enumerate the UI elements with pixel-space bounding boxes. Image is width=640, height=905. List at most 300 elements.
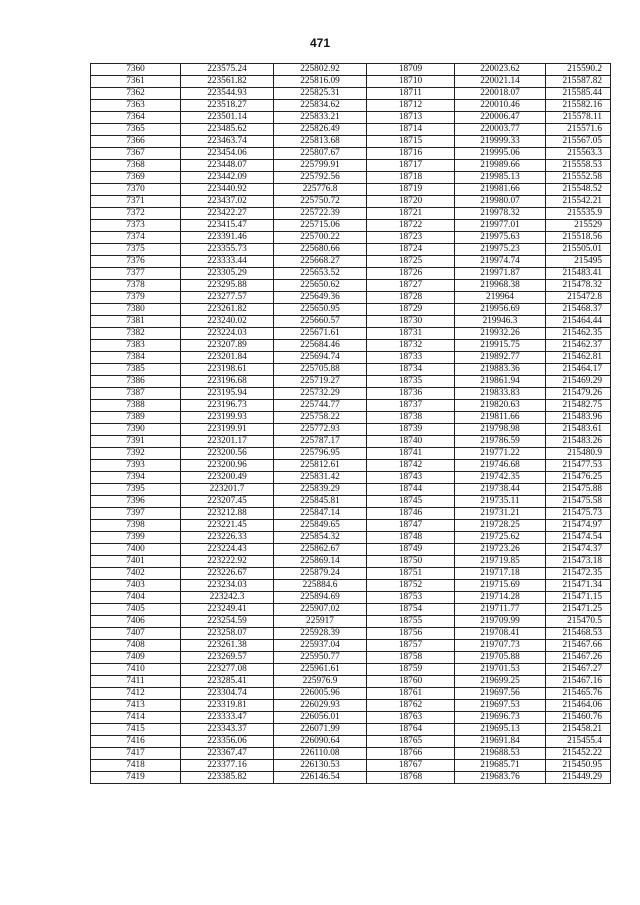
table-row [91, 484, 611, 496]
y-coordinate-b-cell: 215475.73 [546, 508, 611, 520]
point-number-a-cell: 7416 [91, 736, 181, 748]
table-row [91, 316, 611, 328]
y-coordinate-a-cell: 225694.74 [274, 352, 367, 364]
x-coordinate-a-cell: 223356.06 [181, 736, 274, 748]
point-number-a-cell: 7392 [91, 448, 181, 460]
y-coordinate-a-cell: 225961.61 [274, 664, 367, 676]
point-number-a-cell: 7388 [91, 400, 181, 412]
point-number-a-cell: 7386 [91, 376, 181, 388]
point-number-b-cell: 18754 [367, 604, 455, 616]
y-coordinate-a-cell: 226029.93 [274, 700, 367, 712]
y-coordinate-a-cell: 225816.09 [274, 76, 367, 88]
point-number-b-cell: 18717 [367, 160, 455, 172]
y-coordinate-a-cell: 225705.88 [274, 364, 367, 376]
y-coordinate-b-cell: 215552.58 [546, 172, 611, 184]
point-number-a-cell: 7410 [91, 664, 181, 676]
x-coordinate-b-cell: 219688.53 [455, 748, 546, 760]
y-coordinate-a-cell: 225668.27 [274, 256, 367, 268]
table-row [91, 436, 611, 448]
y-coordinate-a-cell: 225799.91 [274, 160, 367, 172]
point-number-b-cell: 18762 [367, 700, 455, 712]
y-coordinate-b-cell: 215567.05 [546, 136, 611, 148]
x-coordinate-b-cell: 219701.53 [455, 664, 546, 676]
y-coordinate-b-cell: 215452.22 [546, 748, 611, 760]
x-coordinate-b-cell: 219742.35 [455, 472, 546, 484]
x-coordinate-a-cell: 223440.92 [181, 184, 274, 196]
point-number-b-cell: 18734 [367, 364, 455, 376]
y-coordinate-b-cell: 215587.82 [546, 76, 611, 88]
x-coordinate-b-cell: 220006.47 [455, 112, 546, 124]
table-row [91, 364, 611, 376]
x-coordinate-b-cell: 219892.77 [455, 352, 546, 364]
x-coordinate-a-cell: 223261.82 [181, 304, 274, 316]
x-coordinate-a-cell: 223501.14 [181, 112, 274, 124]
y-coordinate-a-cell: 225847.14 [274, 508, 367, 520]
y-coordinate-a-cell: 225862.67 [274, 544, 367, 556]
point-number-a-cell: 7376 [91, 256, 181, 268]
y-coordinate-a-cell: 225650.95 [274, 304, 367, 316]
point-number-a-cell: 7373 [91, 220, 181, 232]
point-number-b-cell: 18763 [367, 712, 455, 724]
point-number-b-cell: 18739 [367, 424, 455, 436]
table-row [91, 340, 611, 352]
point-number-a-cell: 7384 [91, 352, 181, 364]
table-row [91, 280, 611, 292]
y-coordinate-b-cell: 215464.17 [546, 364, 611, 376]
point-number-b-cell: 18741 [367, 448, 455, 460]
y-coordinate-a-cell: 225649.36 [274, 292, 367, 304]
point-number-b-cell: 18730 [367, 316, 455, 328]
table-row [91, 352, 611, 364]
x-coordinate-a-cell: 223240.02 [181, 316, 274, 328]
point-number-b-cell: 18742 [367, 460, 455, 472]
point-number-a-cell: 7362 [91, 88, 181, 100]
x-coordinate-b-cell: 219975.23 [455, 244, 546, 256]
point-number-b-cell: 18735 [367, 376, 455, 388]
y-coordinate-b-cell: 215548.52 [546, 184, 611, 196]
x-coordinate-a-cell: 223224.03 [181, 328, 274, 340]
x-coordinate-a-cell: 223222.92 [181, 556, 274, 568]
point-number-b-cell: 18765 [367, 736, 455, 748]
x-coordinate-b-cell: 219956.69 [455, 304, 546, 316]
y-coordinate-a-cell: 226005.96 [274, 688, 367, 700]
table-row [91, 496, 611, 508]
x-coordinate-b-cell: 219932.26 [455, 328, 546, 340]
point-number-a-cell: 7389 [91, 412, 181, 424]
table-row [91, 460, 611, 472]
point-number-b-cell: 18712 [367, 100, 455, 112]
y-coordinate-b-cell: 215483.26 [546, 436, 611, 448]
y-coordinate-a-cell: 225671.61 [274, 328, 367, 340]
table-row [91, 640, 611, 652]
x-coordinate-a-cell: 223304.74 [181, 688, 274, 700]
table-row [91, 244, 611, 256]
y-coordinate-b-cell: 215474.37 [546, 544, 611, 556]
y-coordinate-a-cell: 226110.08 [274, 748, 367, 760]
table-row [91, 724, 611, 736]
y-coordinate-b-cell: 215460.76 [546, 712, 611, 724]
y-coordinate-b-cell: 215468.37 [546, 304, 611, 316]
x-coordinate-b-cell: 220023.62 [455, 64, 546, 76]
x-coordinate-b-cell: 219738.44 [455, 484, 546, 496]
y-coordinate-a-cell: 225684.46 [274, 340, 367, 352]
y-coordinate-a-cell: 225796.95 [274, 448, 367, 460]
point-number-b-cell: 18747 [367, 520, 455, 532]
table-row [91, 604, 611, 616]
y-coordinate-a-cell: 225750.72 [274, 196, 367, 208]
x-coordinate-b-cell: 219725.62 [455, 532, 546, 544]
table-row [91, 412, 611, 424]
page-number: 471 [309, 36, 331, 50]
x-coordinate-a-cell: 223201.7 [181, 484, 274, 496]
x-coordinate-b-cell: 219833.83 [455, 388, 546, 400]
point-number-a-cell: 7397 [91, 508, 181, 520]
table-row [91, 112, 611, 124]
x-coordinate-a-cell: 223196.68 [181, 376, 274, 388]
point-number-a-cell: 7378 [91, 280, 181, 292]
x-coordinate-b-cell: 219968.38 [455, 280, 546, 292]
y-coordinate-a-cell: 225792.56 [274, 172, 367, 184]
y-coordinate-b-cell: 215471.25 [546, 604, 611, 616]
y-coordinate-b-cell: 215483.41 [546, 268, 611, 280]
x-coordinate-a-cell: 223319.81 [181, 700, 274, 712]
point-number-a-cell: 7409 [91, 652, 181, 664]
point-number-b-cell: 18736 [367, 388, 455, 400]
y-coordinate-b-cell: 215505.01 [546, 244, 611, 256]
point-number-a-cell: 7405 [91, 604, 181, 616]
y-coordinate-a-cell: 225917 [274, 616, 367, 628]
x-coordinate-a-cell: 223221.45 [181, 520, 274, 532]
x-coordinate-a-cell: 223295.88 [181, 280, 274, 292]
x-coordinate-b-cell: 219695.13 [455, 724, 546, 736]
y-coordinate-a-cell: 225826.49 [274, 124, 367, 136]
x-coordinate-a-cell: 223377.16 [181, 760, 274, 772]
y-coordinate-a-cell: 225732.29 [274, 388, 367, 400]
point-number-b-cell: 18743 [367, 472, 455, 484]
y-coordinate-b-cell: 215590.2 [546, 64, 611, 76]
point-number-a-cell: 7400 [91, 544, 181, 556]
point-number-a-cell: 7360 [91, 64, 181, 76]
x-coordinate-a-cell: 223448.07 [181, 160, 274, 172]
y-coordinate-b-cell: 215464.44 [546, 316, 611, 328]
point-number-a-cell: 7413 [91, 700, 181, 712]
y-coordinate-a-cell: 225894.69 [274, 592, 367, 604]
point-number-b-cell: 18749 [367, 544, 455, 556]
point-number-b-cell: 18737 [367, 400, 455, 412]
x-coordinate-b-cell: 219995.06 [455, 148, 546, 160]
point-number-b-cell: 18748 [367, 532, 455, 544]
point-number-a-cell: 7391 [91, 436, 181, 448]
y-coordinate-b-cell: 215472.35 [546, 568, 611, 580]
x-coordinate-b-cell: 219883.36 [455, 364, 546, 376]
x-coordinate-a-cell: 223199.91 [181, 424, 274, 436]
point-number-b-cell: 18718 [367, 172, 455, 184]
point-number-b-cell: 18713 [367, 112, 455, 124]
x-coordinate-b-cell: 219697.56 [455, 688, 546, 700]
x-coordinate-b-cell: 220021.14 [455, 76, 546, 88]
point-number-b-cell: 18766 [367, 748, 455, 760]
point-number-b-cell: 18726 [367, 268, 455, 280]
table-row [91, 100, 611, 112]
x-coordinate-b-cell: 219697.53 [455, 700, 546, 712]
x-coordinate-a-cell: 223200.96 [181, 460, 274, 472]
y-coordinate-b-cell: 215483.96 [546, 412, 611, 424]
point-number-b-cell: 18740 [367, 436, 455, 448]
x-coordinate-b-cell: 219786.59 [455, 436, 546, 448]
x-coordinate-b-cell: 219771.22 [455, 448, 546, 460]
point-number-a-cell: 7364 [91, 112, 181, 124]
y-coordinate-b-cell: 215474.54 [546, 532, 611, 544]
y-coordinate-a-cell: 225722.39 [274, 208, 367, 220]
x-coordinate-a-cell: 223200.49 [181, 472, 274, 484]
point-number-a-cell: 7411 [91, 676, 181, 688]
point-number-b-cell: 18753 [367, 592, 455, 604]
x-coordinate-a-cell: 223422.27 [181, 208, 274, 220]
point-number-a-cell: 7399 [91, 532, 181, 544]
y-coordinate-b-cell: 215471.34 [546, 580, 611, 592]
table-row [91, 184, 611, 196]
point-number-a-cell: 7414 [91, 712, 181, 724]
y-coordinate-b-cell: 215471.15 [546, 592, 611, 604]
x-coordinate-a-cell: 223415.47 [181, 220, 274, 232]
y-coordinate-a-cell: 225831.42 [274, 472, 367, 484]
point-number-a-cell: 7379 [91, 292, 181, 304]
table-row [91, 772, 611, 784]
table-row [91, 532, 611, 544]
point-number-a-cell: 7380 [91, 304, 181, 316]
point-number-b-cell: 18720 [367, 196, 455, 208]
x-coordinate-a-cell: 223200.56 [181, 448, 274, 460]
point-number-a-cell: 7367 [91, 148, 181, 160]
point-number-b-cell: 18729 [367, 304, 455, 316]
point-number-b-cell: 18728 [367, 292, 455, 304]
x-coordinate-a-cell: 223249.41 [181, 604, 274, 616]
x-coordinate-a-cell: 223224.43 [181, 544, 274, 556]
table-row [91, 580, 611, 592]
point-number-a-cell: 7369 [91, 172, 181, 184]
table-row [91, 256, 611, 268]
x-coordinate-b-cell: 219971.87 [455, 268, 546, 280]
x-coordinate-a-cell: 223254.59 [181, 616, 274, 628]
y-coordinate-b-cell: 215467.66 [546, 640, 611, 652]
x-coordinate-b-cell: 219811.66 [455, 412, 546, 424]
x-coordinate-b-cell: 219728.25 [455, 520, 546, 532]
table-row [91, 568, 611, 580]
point-number-a-cell: 7395 [91, 484, 181, 496]
y-coordinate-a-cell: 225772.93 [274, 424, 367, 436]
y-coordinate-b-cell: 215535.9 [546, 208, 611, 220]
y-coordinate-a-cell: 225928.39 [274, 628, 367, 640]
x-coordinate-b-cell: 219711.77 [455, 604, 546, 616]
point-number-a-cell: 7403 [91, 580, 181, 592]
table-row [91, 136, 611, 148]
table-row [91, 700, 611, 712]
x-coordinate-a-cell: 223226.67 [181, 568, 274, 580]
point-number-b-cell: 18761 [367, 688, 455, 700]
x-coordinate-a-cell: 223485.62 [181, 124, 274, 136]
y-coordinate-a-cell: 225950.77 [274, 652, 367, 664]
x-coordinate-b-cell: 219696.73 [455, 712, 546, 724]
y-coordinate-b-cell: 215477.53 [546, 460, 611, 472]
y-coordinate-b-cell: 215465.76 [546, 688, 611, 700]
table-row [91, 424, 611, 436]
table-row [91, 232, 611, 244]
y-coordinate-b-cell: 215468.53 [546, 628, 611, 640]
x-coordinate-a-cell: 223391.46 [181, 232, 274, 244]
point-number-b-cell: 18758 [367, 652, 455, 664]
y-coordinate-b-cell: 215470.5 [546, 616, 611, 628]
table-row [91, 208, 611, 220]
point-number-a-cell: 7382 [91, 328, 181, 340]
y-coordinate-b-cell: 215475.58 [546, 496, 611, 508]
y-coordinate-a-cell: 225907.02 [274, 604, 367, 616]
x-coordinate-b-cell: 219975.63 [455, 232, 546, 244]
point-number-b-cell: 18732 [367, 340, 455, 352]
y-coordinate-a-cell: 225825.31 [274, 88, 367, 100]
point-number-b-cell: 18722 [367, 220, 455, 232]
point-number-a-cell: 7385 [91, 364, 181, 376]
point-number-a-cell: 7402 [91, 568, 181, 580]
table-row [91, 160, 611, 172]
point-number-a-cell: 7371 [91, 196, 181, 208]
table-row [91, 736, 611, 748]
x-coordinate-a-cell: 223207.89 [181, 340, 274, 352]
y-coordinate-a-cell: 225719.27 [274, 376, 367, 388]
x-coordinate-a-cell: 223333.44 [181, 256, 274, 268]
x-coordinate-a-cell: 223285.41 [181, 676, 274, 688]
point-number-b-cell: 18768 [367, 772, 455, 784]
table-row [91, 592, 611, 604]
point-number-b-cell: 18727 [367, 280, 455, 292]
y-coordinate-a-cell: 225653.52 [274, 268, 367, 280]
y-coordinate-b-cell: 215475.88 [546, 484, 611, 496]
point-number-a-cell: 7418 [91, 760, 181, 772]
table-row [91, 220, 611, 232]
x-coordinate-a-cell: 223575.24 [181, 64, 274, 76]
x-coordinate-b-cell: 219985.13 [455, 172, 546, 184]
y-coordinate-b-cell: 215467.16 [546, 676, 611, 688]
x-coordinate-a-cell: 223437.02 [181, 196, 274, 208]
point-number-a-cell: 7408 [91, 640, 181, 652]
point-number-b-cell: 18756 [367, 628, 455, 640]
x-coordinate-b-cell: 219980.07 [455, 196, 546, 208]
x-coordinate-a-cell: 223207.45 [181, 496, 274, 508]
y-coordinate-b-cell: 215482.75 [546, 400, 611, 412]
y-coordinate-a-cell: 226056.01 [274, 712, 367, 724]
y-coordinate-b-cell: 215469.29 [546, 376, 611, 388]
y-coordinate-a-cell: 226130.53 [274, 760, 367, 772]
y-coordinate-b-cell: 215585.44 [546, 88, 611, 100]
x-coordinate-a-cell: 223385.82 [181, 772, 274, 784]
y-coordinate-a-cell: 225849.65 [274, 520, 367, 532]
point-number-b-cell: 18731 [367, 328, 455, 340]
point-number-b-cell: 18744 [367, 484, 455, 496]
y-coordinate-b-cell: 215483.61 [546, 424, 611, 436]
point-number-a-cell: 7387 [91, 388, 181, 400]
point-number-b-cell: 18716 [367, 148, 455, 160]
coordinates-table [90, 63, 611, 784]
point-number-a-cell: 7377 [91, 268, 181, 280]
table-row [91, 520, 611, 532]
x-coordinate-a-cell: 223454.06 [181, 148, 274, 160]
y-coordinate-b-cell: 215518.56 [546, 232, 611, 244]
x-coordinate-b-cell: 219999.33 [455, 136, 546, 148]
y-coordinate-b-cell: 215462.81 [546, 352, 611, 364]
y-coordinate-b-cell: 215474.97 [546, 520, 611, 532]
point-number-a-cell: 7366 [91, 136, 181, 148]
x-coordinate-a-cell: 223258.07 [181, 628, 274, 640]
x-coordinate-a-cell: 223196.73 [181, 400, 274, 412]
y-coordinate-b-cell: 215476.25 [546, 472, 611, 484]
point-number-b-cell: 18738 [367, 412, 455, 424]
table-row [91, 148, 611, 160]
x-coordinate-a-cell: 223305.29 [181, 268, 274, 280]
x-coordinate-a-cell: 223212.88 [181, 508, 274, 520]
y-coordinate-a-cell: 226071.99 [274, 724, 367, 736]
point-number-b-cell: 18746 [367, 508, 455, 520]
point-number-b-cell: 18719 [367, 184, 455, 196]
point-number-a-cell: 7398 [91, 520, 181, 532]
y-coordinate-b-cell: 215582.16 [546, 100, 611, 112]
x-coordinate-a-cell: 223367.47 [181, 748, 274, 760]
x-coordinate-a-cell: 223195.94 [181, 388, 274, 400]
table-row [91, 400, 611, 412]
point-number-a-cell: 7363 [91, 100, 181, 112]
y-coordinate-a-cell: 225650.62 [274, 280, 367, 292]
x-coordinate-b-cell: 219977.01 [455, 220, 546, 232]
table-row [91, 88, 611, 100]
y-coordinate-a-cell: 225879.24 [274, 568, 367, 580]
x-coordinate-a-cell: 223544.93 [181, 88, 274, 100]
y-coordinate-b-cell: 215571.6 [546, 124, 611, 136]
table-row [91, 172, 611, 184]
y-coordinate-a-cell: 225758.22 [274, 412, 367, 424]
table-row [91, 472, 611, 484]
table-row [91, 628, 611, 640]
y-coordinate-a-cell: 225787.17 [274, 436, 367, 448]
y-coordinate-b-cell: 215455.4 [546, 736, 611, 748]
point-number-a-cell: 7406 [91, 616, 181, 628]
point-number-b-cell: 18724 [367, 244, 455, 256]
point-number-a-cell: 7412 [91, 688, 181, 700]
x-coordinate-b-cell: 219699.25 [455, 676, 546, 688]
y-coordinate-b-cell: 215495 [546, 256, 611, 268]
point-number-b-cell: 18750 [367, 556, 455, 568]
table-row [91, 304, 611, 316]
x-coordinate-a-cell: 223261.38 [181, 640, 274, 652]
x-coordinate-a-cell: 223561.82 [181, 76, 274, 88]
table-row [91, 748, 611, 760]
point-number-a-cell: 7365 [91, 124, 181, 136]
table-row [91, 388, 611, 400]
y-coordinate-a-cell: 225813.68 [274, 136, 367, 148]
table-row [91, 652, 611, 664]
table-body [91, 64, 611, 784]
point-number-b-cell: 18760 [367, 676, 455, 688]
y-coordinate-b-cell: 215449.29 [546, 772, 611, 784]
x-coordinate-b-cell: 219715.69 [455, 580, 546, 592]
point-number-b-cell: 18767 [367, 760, 455, 772]
y-coordinate-b-cell: 215462.37 [546, 340, 611, 352]
x-coordinate-b-cell: 219981.66 [455, 184, 546, 196]
y-coordinate-a-cell: 225744.77 [274, 400, 367, 412]
x-coordinate-b-cell: 219746.68 [455, 460, 546, 472]
x-coordinate-b-cell: 219735.11 [455, 496, 546, 508]
point-number-b-cell: 18714 [367, 124, 455, 136]
y-coordinate-b-cell: 215450.95 [546, 760, 611, 772]
point-number-a-cell: 7361 [91, 76, 181, 88]
x-coordinate-a-cell: 223277.57 [181, 292, 274, 304]
